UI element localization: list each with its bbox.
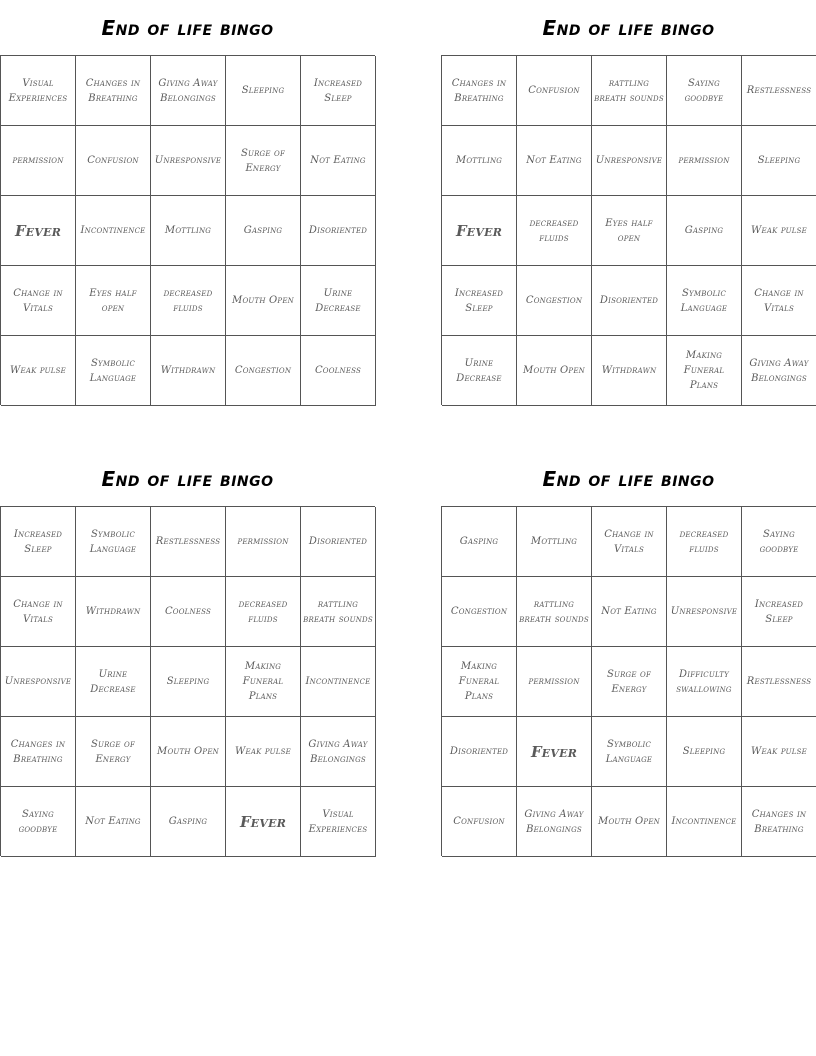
bingo-cell-label: Congestion (525, 295, 583, 306)
bingo-cell-label: Incontinence (671, 816, 737, 827)
bingo-cell (517, 647, 592, 717)
bingo-cell-label: Mottling (530, 536, 578, 547)
bingo-cell (592, 56, 667, 126)
bingo-cell (667, 577, 742, 647)
bingo-cell (742, 196, 816, 266)
bingo-cell (1, 787, 76, 857)
bingo-cell (667, 126, 742, 196)
bingo-cell-label: Eyes half open (89, 287, 137, 314)
bingo-cell-label: Giving Away Belongings (749, 357, 809, 384)
bingo-cell (742, 717, 816, 787)
bingo-card-3 (0, 451, 375, 856)
bingo-cell (442, 787, 517, 857)
bingo-cell (742, 507, 816, 577)
bingo-cell-label: Weak pulse (751, 225, 807, 236)
bingo-cell-label: Making Funeral Plans (683, 350, 725, 391)
bingo-cell (151, 56, 226, 126)
bingo-cell (76, 717, 151, 787)
bingo-cell-label: Change in Vitals (754, 287, 804, 314)
bingo-cell-label: Mouth Open (523, 365, 585, 376)
bingo-cell (76, 577, 151, 647)
bingo-cell (517, 787, 592, 857)
bingo-cell-label: rattling breath sounds (303, 598, 373, 625)
bingo-cell (301, 647, 376, 717)
bingo-cell (151, 787, 226, 857)
bingo-cell-label: Gasping (243, 225, 283, 236)
bingo-cell-label: Gasping (684, 225, 724, 236)
bingo-cell (592, 717, 667, 787)
bingo-cell-label: Unresponsive (154, 155, 222, 166)
bingo-cell (76, 647, 151, 717)
bingo-cell (442, 507, 517, 577)
bingo-cell-label: Disoriented (599, 295, 659, 306)
bingo-cell (76, 126, 151, 196)
bingo-cell-label: Unresponsive (4, 676, 72, 687)
bingo-cell (517, 717, 592, 787)
bingo-cell-label: Weak pulse (235, 746, 291, 757)
card-title: End of life bingo (542, 16, 715, 40)
bingo-cell (1, 266, 76, 336)
bingo-cell (742, 336, 816, 406)
bingo-cell-label: Surge of Energy (240, 147, 286, 174)
bingo-cell-label: Giving Away Belongings (158, 77, 218, 104)
bingo-cell-label: Mouth Open (232, 295, 294, 306)
bingo-cell (226, 266, 301, 336)
bingo-cell-label: Changes in Breathing (10, 738, 66, 765)
bingo-cell-label: Fever (239, 812, 287, 831)
bingo-cell-label: Saying goodbye (684, 77, 724, 104)
bingo-cell (667, 336, 742, 406)
bingo-cell-label: Gasping (168, 816, 208, 827)
bingo-cell (442, 577, 517, 647)
bingo-cell (442, 717, 517, 787)
bingo-cell (226, 647, 301, 717)
bingo-cell (667, 56, 742, 126)
bingo-cell-label: Saying goodbye (18, 808, 58, 835)
bingo-cell (76, 787, 151, 857)
bingo-cell-label: Disoriented (308, 225, 368, 236)
bingo-cell-label: rattling breath sounds (519, 598, 589, 625)
bingo-cell (1, 196, 76, 266)
bingo-cell-label: Not Eating (526, 155, 582, 166)
bingo-cell-label: permission (528, 676, 580, 687)
bingo-cell-label: Change in Vitals (604, 528, 654, 555)
bingo-cell-label: decreased fluids (238, 598, 288, 625)
bingo-cell (667, 717, 742, 787)
bingo-cell (151, 577, 226, 647)
bingo-cell-label: Sleeping (241, 85, 285, 96)
bingo-cell (517, 126, 592, 196)
bingo-cell (742, 577, 816, 647)
bingo-cell (151, 647, 226, 717)
card-title: End of life bingo (542, 467, 715, 491)
bingo-cell (1, 507, 76, 577)
bingo-cell-label: Making Funeral Plans (242, 661, 284, 702)
bingo-cell-label: Urine Decrease (315, 287, 361, 314)
bingo-cell-label: Increased Sleep (454, 287, 504, 314)
bingo-card-4 (441, 451, 816, 856)
bingo-cell (151, 336, 226, 406)
bingo-cell (226, 196, 301, 266)
bingo-cell-label: Fever (14, 221, 62, 240)
bingo-cell-label: decreased fluids (679, 528, 729, 555)
bingo-cell-label: Not Eating (601, 606, 657, 617)
bingo-cell (76, 196, 151, 266)
bingo-cell-label: Confusion (528, 85, 580, 96)
bingo-cell-label: Incontinence (80, 225, 146, 236)
bingo-cell-label: Changes in Breathing (751, 808, 807, 835)
bingo-cell-label: Weak pulse (751, 746, 807, 757)
bingo-cell (592, 196, 667, 266)
bingo-cell (151, 196, 226, 266)
bingo-cell-label: Visual Experiences (308, 808, 368, 835)
bingo-cell-label: Unresponsive (670, 606, 738, 617)
bingo-cell (517, 577, 592, 647)
bingo-cell (1, 577, 76, 647)
bingo-cell (517, 266, 592, 336)
bingo-cell (442, 196, 517, 266)
bingo-cell-label: Increased Sleep (754, 598, 804, 625)
bingo-cell (742, 56, 816, 126)
bingo-cell (301, 717, 376, 787)
bingo-cell-label: decreased fluids (529, 217, 579, 244)
bingo-card-2 (441, 0, 816, 405)
bingo-cell (301, 126, 376, 196)
bingo-cell-label: Increased Sleep (313, 77, 363, 104)
bingo-cell (442, 56, 517, 126)
bingo-cell (301, 336, 376, 406)
bingo-cell-label: Eyes half open (605, 217, 653, 244)
bingo-cell-label: Surge of Energy (606, 668, 652, 695)
bingo-cell (226, 717, 301, 787)
bingo-cell-label: Coolness (314, 365, 362, 376)
bingo-cell (742, 126, 816, 196)
bingo-cell (226, 507, 301, 577)
bingo-cell (151, 126, 226, 196)
bingo-cell (226, 577, 301, 647)
bingo-cell (442, 647, 517, 717)
bingo-cell-label: Unresponsive (595, 155, 663, 166)
bingo-cell-label: Symbolic Language (605, 738, 653, 765)
bingo-card-1 (0, 0, 375, 405)
bingo-cell-label: Mottling (455, 155, 503, 166)
bingo-cell (442, 126, 517, 196)
bingo-cell-label: Surge of Energy (90, 738, 136, 765)
bingo-cell-label: Symbolic Language (680, 287, 728, 314)
bingo-cell-label: Fever (455, 221, 503, 240)
bingo-cell (76, 507, 151, 577)
bingo-cell-label: Mouth Open (157, 746, 219, 757)
bingo-cell-label: Confusion (87, 155, 139, 166)
bingo-grid (0, 506, 375, 856)
bingo-cell-label: permission (12, 155, 64, 166)
bingo-cell-label: Mouth Open (598, 816, 660, 827)
bingo-cell (592, 787, 667, 857)
bingo-cell (1, 126, 76, 196)
bingo-cell (301, 266, 376, 336)
bingo-cell-label: Disoriented (308, 536, 368, 547)
bingo-cell-label: Not Eating (85, 816, 141, 827)
bingo-cell-label: Withdrawn (160, 365, 216, 376)
bingo-cell (592, 577, 667, 647)
bingo-cell (226, 336, 301, 406)
bingo-cell-label: Gasping (459, 536, 499, 547)
bingo-cell (442, 336, 517, 406)
bingo-cell-label: rattling breath sounds (594, 77, 664, 104)
bingo-cell-label: Saying goodbye (759, 528, 799, 555)
bingo-cell-label: decreased fluids (163, 287, 213, 314)
bingo-grid (0, 55, 375, 405)
bingo-cell-label: Symbolic Language (89, 357, 137, 384)
bingo-cell (742, 787, 816, 857)
bingo-cell-label: Incontinence (305, 676, 371, 687)
bingo-cell-label: Giving Away Belongings (524, 808, 584, 835)
bingo-cell (301, 507, 376, 577)
bingo-cell-label: Withdrawn (601, 365, 657, 376)
bingo-cell (151, 266, 226, 336)
bingo-cell (442, 266, 517, 336)
bingo-cell-label: permission (237, 536, 289, 547)
bingo-cell-label: Sleeping (682, 746, 726, 757)
bingo-cell (76, 336, 151, 406)
bingo-cell-label: Urine Decrease (90, 668, 136, 695)
bingo-cell-label: Not Eating (310, 155, 366, 166)
bingo-cell (226, 126, 301, 196)
bingo-cell-label: Making Funeral Plans (458, 661, 500, 702)
bingo-cell (742, 266, 816, 336)
bingo-cell-label: Weak pulse (10, 365, 66, 376)
bingo-cell (517, 56, 592, 126)
bingo-cell (151, 507, 226, 577)
bingo-cell (1, 717, 76, 787)
bingo-cell-label: Restlessness (746, 85, 812, 96)
bingo-cell-label: Coolness (164, 606, 212, 617)
bingo-cell-label: Urine Decrease (456, 357, 502, 384)
bingo-cell (1, 56, 76, 126)
bingo-cell (592, 266, 667, 336)
bingo-cell (76, 266, 151, 336)
bingo-cell-label: Changes in Breathing (85, 77, 141, 104)
bingo-cell (667, 787, 742, 857)
bingo-cell-label: Changes in Breathing (451, 77, 507, 104)
bingo-cell-label: Change in Vitals (13, 287, 63, 314)
bingo-cell (151, 717, 226, 787)
bingo-cell-label: Confusion (453, 816, 505, 827)
bingo-cell (301, 196, 376, 266)
bingo-cell (667, 266, 742, 336)
bingo-cell (76, 56, 151, 126)
bingo-cell-label: Increased Sleep (13, 528, 63, 555)
bingo-grid (441, 506, 816, 856)
bingo-cell (592, 647, 667, 717)
bingo-cell-label: Fever (530, 742, 578, 761)
bingo-cell (667, 196, 742, 266)
bingo-cell (517, 196, 592, 266)
bingo-cell-label: Giving Away Belongings (308, 738, 368, 765)
bingo-cell-label: permission (678, 155, 730, 166)
bingo-cell-label: Withdrawn (85, 606, 141, 617)
bingo-cell (517, 336, 592, 406)
bingo-cell (742, 647, 816, 717)
bingo-cell-label: Mottling (164, 225, 212, 236)
bingo-cell-label: Change in Vitals (13, 598, 63, 625)
bingo-cell (592, 126, 667, 196)
bingo-cell-label: Restlessness (155, 536, 221, 547)
card-title: End of life bingo (101, 16, 274, 40)
bingo-cell (226, 56, 301, 126)
bingo-cell (1, 336, 76, 406)
bingo-cell-label: Visual Experiences (8, 77, 68, 104)
bingo-cell (301, 56, 376, 126)
bingo-cell-label: Congestion (234, 365, 292, 376)
bingo-cell (301, 787, 376, 857)
bingo-cell (667, 647, 742, 717)
bingo-cell (301, 577, 376, 647)
bingo-cell-label: Restlessness (746, 676, 812, 687)
bingo-cell (1, 647, 76, 717)
bingo-cell-label: Sleeping (166, 676, 210, 687)
bingo-cell-label: Difficulty swallowing (676, 668, 732, 695)
bingo-cell (517, 507, 592, 577)
bingo-cell (592, 507, 667, 577)
bingo-cell (667, 507, 742, 577)
bingo-cell-label: Symbolic Language (89, 528, 137, 555)
bingo-cell-label: Sleeping (757, 155, 801, 166)
bingo-grid (441, 55, 816, 405)
bingo-cell (592, 336, 667, 406)
bingo-cell-label: Disoriented (449, 746, 509, 757)
bingo-cell-label: Congestion (450, 606, 508, 617)
bingo-cell (226, 787, 301, 857)
card-title: End of life bingo (101, 467, 274, 491)
